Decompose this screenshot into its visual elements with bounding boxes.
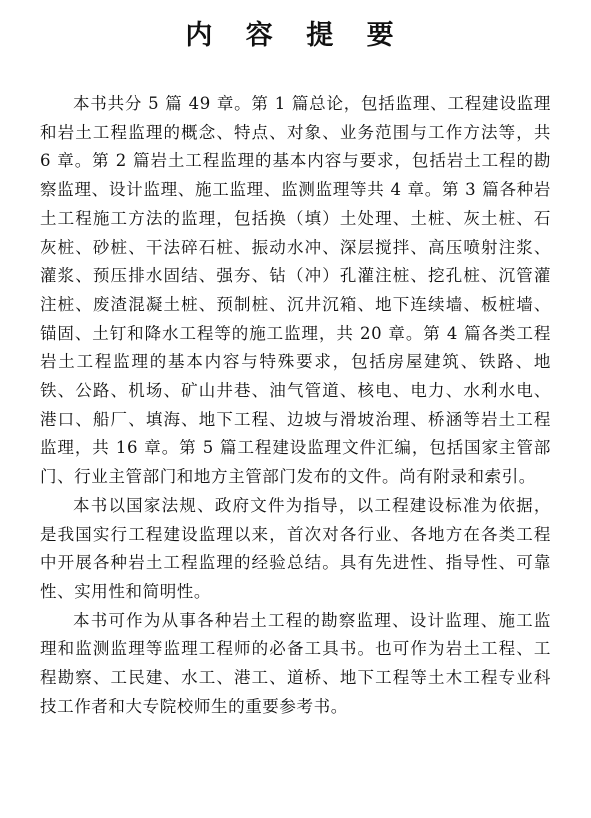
summary-paragraph-3: 本书可作为从事各种岩土工程的勘察监理、设计监理、施工监理和监测监理等监理工程师的必备工具书。也可作为岩土工程、工程勘察、工民建、水工、港工、道桥、地下工程等土木工程专业科技工作者和大专院校师生的重要参考书。 — [40, 610, 551, 716]
summary-paragraph-2: 本书以国家法规、政府文件为指导，以工程建设标准为依据，是我国实行工程建设监理以来，首次对各行业、各地方在各类工程中开展各种岩土工程监理的经验总结。具有先进性、指导性、可靠性、实用性和简明性。 — [40, 495, 551, 601]
summary-paragraph-1: 本书共分 5 篇 49 章。第 1 篇总论，包括监理、工程建设监理和岩土工程监理的概念、特点、对象、业务范围与工作方法等，共 6 章。第 2 篇岩土工程监理的基本内容与要求，包括岩土工程的勘察监理、设计监理、施工监理、监测监理等共 4 章。第 3 篇各种岩土工程施工方法的监理，包括换（填）土处理、土桩、灰土桩、石灰桩、砂桩、干法碎石桩、振动水冲、深层搅拌、高压喷射注浆、灌浆、预压排水固结、强夯、钻（冲）孔灌注桩、挖孔桩、沉管灌注桩、废渣混凝土桩、预制桩、沉井沉箱、地下连续墙、板桩墙、锚固、土钉和降水工程等的施工监理，共 20 章。第 4 篇各类工程岩土工程监理的基本内容与特殊要求，包括房屋建筑、铁路、地铁、公路、机场、矿山井巷、油气管道、核电、电力、水利水电、港口、船厂、填海、地下工程、边坡与滑坡治理、桥涵等岩土工程监理，共 16 章。第 5 篇工程建设监理文件汇编，包括国家主管部门、行业主管部门和地方主管部门发布的文件。尚有附录和索引。 — [40, 94, 551, 487]
page-title: 内 容 提 要 — [185, 20, 406, 51]
